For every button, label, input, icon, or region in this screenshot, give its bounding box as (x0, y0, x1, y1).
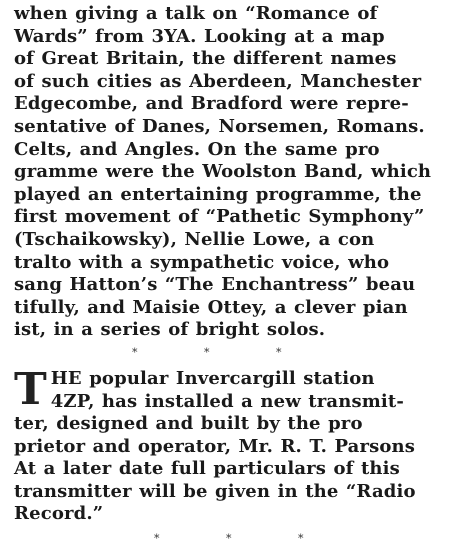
text-line: Record.” (14, 503, 104, 525)
text-line: sentative of Danes, Norsemen, Romans. (14, 115, 425, 137)
text-line: played an entertaining programme, the (14, 183, 422, 205)
text-line: gramme were the Woolston Band, which (14, 161, 432, 183)
text-line: Wards” from 3YA. Looking at a map (14, 25, 385, 47)
text-line: ist, in a series of bright solos. (14, 319, 326, 341)
separator-text: * * * (132, 345, 296, 359)
text-line: HE popular Invercargill station (50, 367, 375, 389)
text-line: of such cities as Aberdeen, Manchester (14, 70, 422, 92)
text-line: prietor and operator, Mr. R. T. Parsons (14, 435, 416, 457)
text-line: sang Hatton’s “The Enchantress” beau (14, 274, 416, 296)
asterisk-separator (14, 344, 468, 364)
text-line: 4ZP, has installed a new transmit- (50, 390, 405, 412)
text-line: when giving a talk on “Romance of (14, 3, 378, 24)
text-line: first movement of “Pathetic Symphony” (14, 206, 425, 228)
text-line: tifully, and Maisie Ottey, a clever pian (14, 296, 408, 318)
text-line: of Great Britain, the different names (14, 48, 397, 70)
text-line: Edgecombe, and Bradford were repre- (14, 93, 409, 115)
text-line: ter, designed and built by the pro (14, 413, 363, 435)
paragraph-radio-talk (14, 3, 468, 342)
separator-text: * * * (154, 532, 318, 546)
text-line: tralto with a sympathetic voice, who (14, 251, 390, 273)
drop-cap-letter: T (14, 363, 47, 415)
text-line: Celts, and Angles. On the same pro (14, 138, 380, 160)
asterisk-separator (14, 530, 468, 550)
paragraph-station-4zp (14, 363, 468, 526)
text-line: At a later date full particulars of this (14, 458, 400, 480)
text-line: transmitter will be given in the “Radio (14, 480, 416, 502)
text-line: (Tschaikowsky), Nellie Lowe, a con (14, 228, 375, 250)
